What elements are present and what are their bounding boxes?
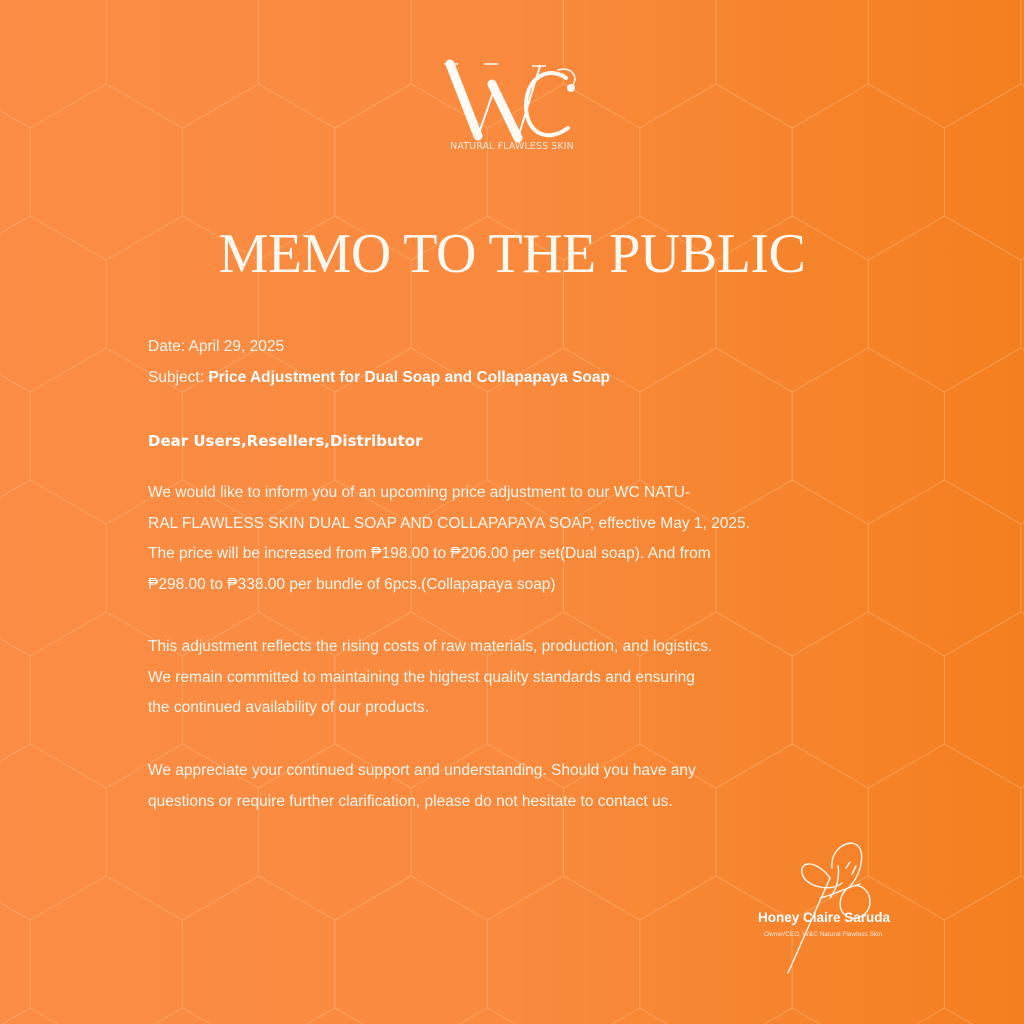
hexagon-cell (716, 1008, 868, 1024)
hexagon-cell (716, 0, 868, 128)
hexagon-cell (0, 612, 30, 788)
hexagon-cell (259, 0, 412, 128)
hexagon-cell (792, 612, 944, 788)
hexagon-cell (411, 1008, 563, 1024)
memo-subject-line (148, 369, 610, 387)
subject-text: Price Adjustment for Dual Soap and Collapapaya Soap (208, 369, 610, 386)
hexagon-cell (945, 876, 1024, 1024)
hexagon-cell (106, 1008, 258, 1024)
paragraph-price-adjustment (148, 478, 750, 600)
hexagon-cell (945, 348, 1024, 524)
paragraph-line: RAL FLAWLESS SKIN DUAL SOAP AND COLLAPAPAYA SOAP, effective May 1, 2025. (148, 514, 750, 532)
hexagon-cell (182, 876, 334, 1024)
paragraph-line: The price will be increased from ₱198.00 to ₱206.00 per set(Dual soap). And from (148, 545, 711, 562)
hexagon-cell (868, 480, 1020, 656)
brand-tagline: NATURAL FLAWLESS SKIN (450, 141, 574, 152)
hexagon-cell (0, 744, 106, 920)
paragraph-line: We would like to inform you of an upcoming price adjustment to our WC NATU- (148, 484, 691, 501)
hexagon-cell (106, 0, 258, 128)
hexagon-cell (945, 612, 1024, 788)
paragraph-line: We remain committed to maintaining the highest quality standards and ensuring (148, 668, 695, 686)
subject-label: Subject: (148, 369, 209, 386)
paragraph-line: questions or require further clarification, please do not hesitate to contact us. (148, 792, 673, 810)
hexagon-cell (868, 744, 1020, 920)
hexagon-cell (335, 876, 488, 1024)
hexagon-cell (259, 1008, 412, 1024)
hexagon-cell (0, 1008, 106, 1024)
hexagon-cell (640, 876, 792, 1024)
signatory-role: Owner/CEO, W&C Natural Flawless Skin (764, 931, 883, 938)
memo-title: MEMO TO THE PUBLIC (218, 223, 806, 285)
hexagon-cell (0, 0, 106, 128)
paragraph-line: This adjustment reflects the rising costs of raw materials, production, and logistics. (148, 638, 713, 655)
paragraph-line: ₱298.00 to ₱338.00 per bundle of 6pcs.(Collapapaya soap) (148, 575, 556, 593)
signatory-name: Honey Claire Saruda (758, 910, 891, 925)
paragraph-closing (148, 756, 696, 817)
paragraph-reason (148, 632, 712, 724)
paragraph-line: the continued availability of our products. (148, 699, 429, 716)
hexagon-cell (487, 876, 639, 1024)
salutation: Dear Users,Resellers,Distributor (148, 432, 423, 450)
hexagon-cell (0, 480, 106, 656)
hexagon-cell (868, 0, 1020, 128)
hexagon-cell (30, 876, 182, 1024)
hexagon-cell (0, 876, 30, 1024)
handwritten-signature (780, 838, 890, 978)
paragraph-line: We appreciate your continued support and understanding. Should you have any (148, 762, 696, 779)
hexagon-cell (564, 1008, 716, 1024)
hexagon-cell (792, 348, 944, 524)
hexagon-cell (868, 1008, 1020, 1024)
memo-date: Date: April 29, 2025 (148, 338, 285, 355)
hexagon-cell (0, 348, 30, 524)
